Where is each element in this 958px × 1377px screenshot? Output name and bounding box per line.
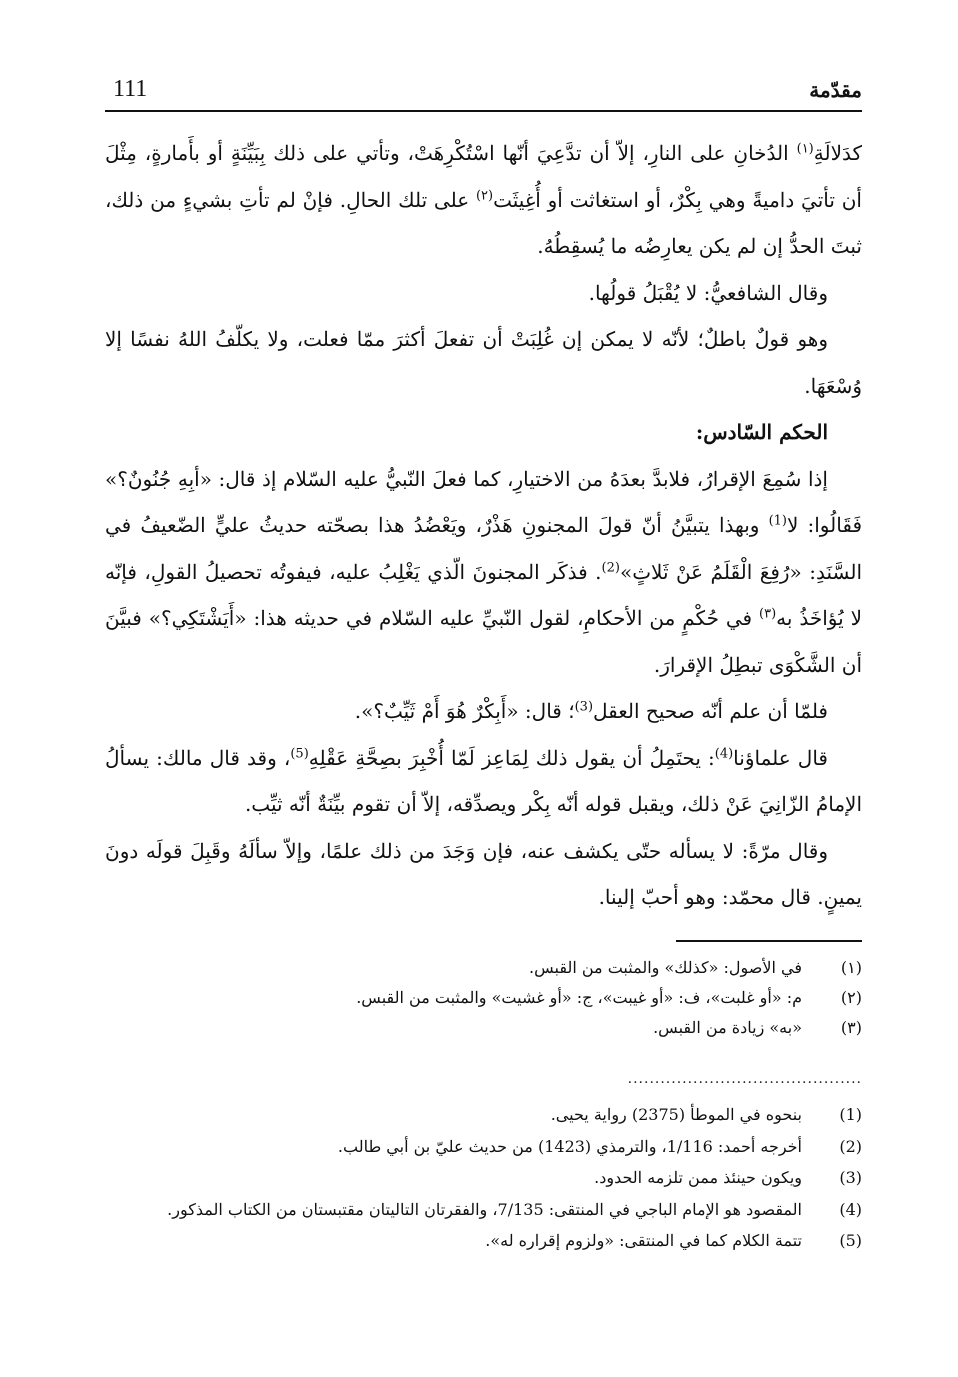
footnote-number: (1): [839, 1105, 862, 1124]
paragraph-2: وقال الشافعيُّ: لا يُقْبَلُ قولُها.: [588, 280, 828, 305]
footnote-ref: (4): [714, 745, 734, 761]
footnote-text: أخرجه أحمد: 1/116، والترمذي (1423) من حديث عليّ بن أبي طالب.: [337, 1136, 802, 1156]
footnote-number: (١): [840, 958, 862, 977]
footnote-number: (4): [839, 1199, 862, 1219]
paragraph-3: وهو قولٌ باطلٌ؛ لأنّه لا يمكن إن غُلِبَتْ أن تفعلَ أكثرَ ممّا فعلت، ولا يكلّفُ اللهُ نفسًا إلا وُسْعَهَا.: [105, 327, 862, 398]
footnote-item: [105, 1137, 862, 1169]
editor-footnotes: [105, 958, 862, 1048]
footnote-text: بنحوه في الموطأ (2375) رواية يحيى.: [550, 1105, 802, 1124]
footnote-ref: (2): [601, 559, 620, 575]
footnote-item: [105, 1168, 862, 1200]
footnote-number: (٢): [840, 988, 862, 1007]
footnote-number: (٣): [840, 1018, 862, 1037]
footnote-number: (2): [839, 1136, 862, 1156]
footnote-text: في الأصول: «كذلك» والمثبت من القبس.: [529, 958, 802, 977]
footnote-item: [105, 1018, 862, 1048]
footnote-item: [105, 1200, 862, 1232]
dotted-separator: ...........................................: [627, 1072, 862, 1086]
footnote-item: [105, 1105, 862, 1137]
footnote-text: م: «أو غلبت»، ف: «أو غيبت»، ج: «أو غشيت» والمثبت من القبس.: [356, 988, 802, 1007]
footnote-number: (3): [839, 1168, 862, 1187]
paragraph-1: كدَلالَةِ$^{(١)}$ الدُخانِ على النارِ، إلاّ أن تدَّعِيَ أنّها اسْتُكْرِهَتْ، وتأتي على ذلك بِبَيِّنَةٍ أو بأَمارةٍ، مِثْلَ أن تأتيَ داميةً وهي بِكْرٌ، أو استغاثت أو أُغِيثَت$^{(٢)}$ على تلك الحالِ. فإنْ لم تأتِ بشيءٍ من ذلك، ثبتَ الحدُّ إن لم يكن يعارِضُه ما يُسقِطُهُ.: [105, 141, 862, 258]
paragraph-4: إذا سُمِعَ الإقرارُ، فلابدَّ بعدَهُ من الاختيارِ، كما فعلَ النّبيُّ عليه السّلام إذ قال: «أبِهِ جُنُونٌ؟» فَقَالُوا: لا$^{(1)}$ وبهذا يتبيَّنُ أنّ قولَ المجنونِ هَذْرٌ، ويَعْضُدُ هذا بصحّته حديثُ عليٍّ الضّعيفُ في السَّنَدِ: «رُفِعَ الْقَلَمُ عَنْ ثَلاثٍ»$^{(2)}$. فذكَر المجنونَ الّذي يَغْلِبُ عليه، فيفوتُه تحصيلُ القولِ، فإنّه لا يُؤاخَذُ به$^{(٣)}$ في حُكْمٍ من الأحكامِ، لقول النّبيِّ عليه السّلام في حديثه هذا: «أَيَشْتَكِي؟» فبيَّنَ أن الشَّكْوَى تبطِلُ الإقرارَ.: [105, 466, 863, 677]
paragraph-5: فلمّا أن علم أنّه صحيح العقل$^{(3)}$؛ قال: «أَبِكْرٌ هُوَ أَمْ ثَيِّبٌ؟».: [354, 699, 828, 723]
header-rule: [105, 110, 862, 112]
footnote-text: تتمة الكلام كما في المنتقى: «ولزوم إقراره له».: [485, 1231, 802, 1250]
footnote-number: (5): [839, 1231, 862, 1250]
running-header: [105, 76, 862, 108]
footnote-item: [105, 958, 862, 988]
footnote-ref: (٢): [475, 187, 494, 203]
paragraph-6: قال علماؤنا$^{(4)}$: يحتَمِلُ أن يقول ذلك لِمَاعِز لَمّا أُخْبِرَ بصِحَّةِ عَقْلِهِ$^{(5)}$، وقد قال مالك: يسألُ الإمامُ الزّانِيَ عَنْ ذلك، ويقبل قوله أنّه بِكْر ويصدِّقه، إلاّ أن تقوم بيِّنَةٌ أنّه ثيِّب.: [105, 745, 862, 816]
footnote-rule: [676, 940, 862, 942]
paragraph-7: وقال مرّةً: لا يسأله حتّى يكشف عنه، فإن وَجَدَ من ذلك علمًا، وإلاّ سألَهُ وقَبِلَ قولَه دونَ يمينٍ. قال محمّد: وهو أحبّ إلينا.: [105, 838, 862, 909]
footnote-ref: (1): [768, 513, 787, 529]
footnote-text: «به» زيادة من القبس.: [653, 1018, 802, 1037]
footnote-text: المقصود هو الإمام الباجي في المنتقى: 7/135، والفقرتان التاليتان مقتبستان من الكتاب المذكور.: [167, 1199, 802, 1219]
footnote-item: [105, 988, 862, 1018]
source-footnotes: [105, 1105, 862, 1263]
footnote-ref: (٣): [759, 606, 777, 622]
page-number: 111: [113, 76, 148, 102]
footnote-ref: (١): [796, 141, 814, 157]
section-heading: الحكم السّادس:: [695, 420, 828, 444]
footnote-ref: (5): [290, 745, 309, 761]
chapter-title: مقدّمة: [809, 78, 862, 102]
footnote-ref: (3): [574, 699, 594, 715]
footnote-text: ويكون حينئذ ممن تلزمه الحدود.: [594, 1168, 802, 1187]
main-text: [105, 130, 862, 921]
footnote-item: [105, 1231, 862, 1263]
